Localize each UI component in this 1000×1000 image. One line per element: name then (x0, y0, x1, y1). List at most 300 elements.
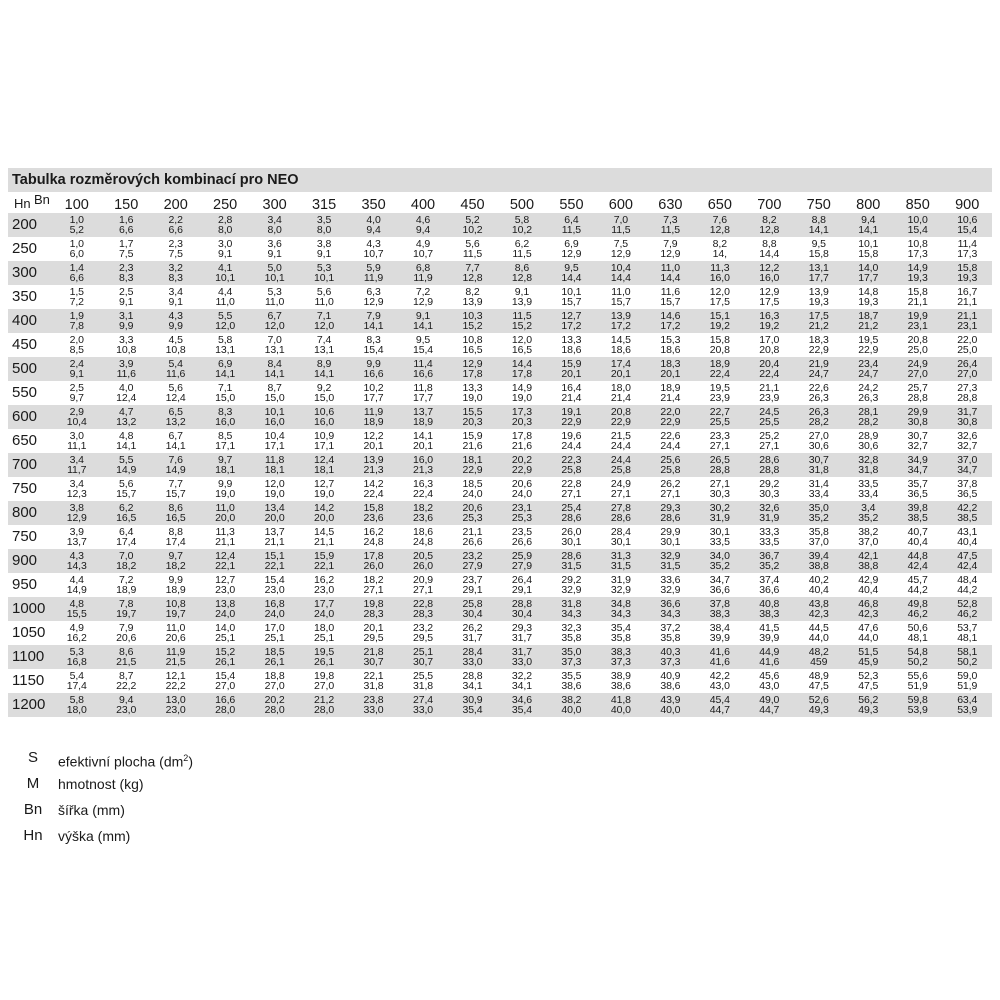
mass-value: 21,6 (511, 440, 532, 452)
mass-value: 11,5 (462, 248, 483, 260)
table-cell (844, 477, 893, 501)
table-cell (695, 333, 744, 357)
area-value: 13,0 (165, 693, 186, 706)
table-cell (893, 453, 942, 477)
area-value: 34,7 (709, 573, 730, 586)
area-value: 33,6 (660, 573, 681, 586)
area-value: 31,8 (561, 597, 582, 610)
dimension-table (8, 192, 992, 717)
table-cell (448, 477, 497, 501)
table-cell (893, 285, 942, 309)
table-cell (52, 549, 101, 573)
table-cell (547, 501, 596, 525)
table-cell (398, 621, 447, 645)
table-cell (448, 213, 497, 237)
table-cell (250, 549, 299, 573)
bn-header-600: 600 (608, 197, 633, 213)
mass-value: 8,0 (267, 224, 282, 236)
table-cell (893, 333, 942, 357)
area-value: 9,7 (217, 453, 233, 466)
area-value: 39,4 (808, 549, 829, 562)
table-cell (200, 213, 249, 237)
mass-value: 27,0 (215, 680, 236, 692)
mass-value: 29,1 (511, 584, 532, 596)
table-cell (151, 621, 200, 645)
mass-value: 28,6 (610, 512, 631, 524)
mass-value: 15,2 (511, 320, 532, 332)
table-cell (695, 573, 744, 597)
table-cell (52, 525, 101, 549)
hn-row-header: 600 (8, 405, 52, 429)
table-row (8, 477, 992, 501)
area-value: 15,2 (215, 645, 236, 658)
table-cell (101, 333, 150, 357)
mass-value: 29,5 (412, 632, 434, 644)
bn-header-450: 450 (460, 197, 485, 213)
mass-value: 11,0 (314, 296, 334, 308)
table-cell (349, 477, 398, 501)
mass-value: 38,3 (709, 608, 730, 620)
table-cell (942, 237, 992, 261)
mass-value: 25,8 (660, 464, 681, 476)
area-value: 16,3 (412, 477, 434, 490)
mass-value: 17,7 (808, 272, 829, 284)
table-cell (200, 405, 249, 429)
area-value: 6,5 (168, 405, 183, 418)
area-value: 5,0 (267, 261, 282, 274)
area-value: 17,0 (759, 333, 780, 346)
table-cell (547, 693, 596, 717)
area-value: 7,2 (415, 285, 431, 298)
mass-value: 38,8 (858, 560, 879, 572)
area-value: 17,7 (314, 597, 335, 610)
area-value: 28,9 (858, 429, 879, 442)
area-value: 15,1 (709, 309, 730, 322)
table-cell (695, 525, 744, 549)
area-value: 18,3 (808, 333, 829, 346)
table-cell (101, 597, 150, 621)
table-row (8, 285, 992, 309)
mass-value: 53,9 (957, 704, 978, 716)
area-value: 55,6 (907, 669, 928, 682)
area-value: 26,4 (957, 357, 978, 370)
mass-value: 31,5 (660, 560, 681, 572)
table-cell (646, 669, 695, 693)
mass-value: 25,3 (462, 512, 483, 524)
hn-row-header: 1000 (8, 597, 52, 621)
mass-value: 30,1 (561, 536, 582, 548)
table-cell (794, 453, 843, 477)
mass-value: 33,5 (759, 536, 780, 548)
table-cell (794, 669, 843, 693)
area-value: 5,5 (119, 453, 134, 466)
area-value: 18,5 (264, 645, 285, 658)
table-cell (250, 477, 299, 501)
area-value: 16,2 (363, 525, 384, 538)
mass-value: 37,3 (610, 656, 631, 668)
area-value: 4,8 (69, 597, 84, 610)
area-value: 14,5 (314, 525, 335, 538)
mass-value: 13,2 (165, 416, 186, 428)
legend-symbol: M (26, 775, 40, 792)
area-value: 15,9 (462, 429, 483, 442)
area-value: 52,6 (808, 693, 829, 706)
mass-value: 11,7 (67, 464, 87, 476)
mass-value: 20,1 (610, 368, 631, 380)
mass-value: 9,1 (267, 248, 282, 260)
area-value: 7,3 (663, 213, 678, 226)
table-cell (448, 501, 497, 525)
table-cell (497, 333, 546, 357)
table-cell (52, 285, 101, 309)
area-value: 14,2 (363, 477, 384, 490)
table-cell (794, 405, 843, 429)
area-value: 9,4 (119, 693, 134, 706)
area-value: 26,4 (511, 573, 532, 586)
table-cell (299, 621, 348, 645)
mass-value: 15,7 (165, 488, 186, 500)
table-cell (893, 381, 942, 405)
hn-row-header: 750 (8, 525, 52, 549)
table-cell (942, 261, 992, 285)
table-cell (942, 429, 992, 453)
area-value: 35,7 (907, 477, 928, 490)
area-value: 19,1 (561, 405, 582, 418)
area-value: 10,8 (907, 237, 928, 250)
mass-value: 33,5 (709, 536, 730, 548)
table-cell (695, 597, 744, 621)
mass-value: 25,8 (561, 464, 582, 476)
table-cell (497, 693, 546, 717)
area-value: 5,3 (267, 285, 282, 298)
table-cell (893, 429, 942, 453)
table-cell (844, 573, 893, 597)
area-value: 31,3 (610, 549, 631, 562)
area-value: 10,6 (957, 213, 978, 226)
table-cell (646, 693, 695, 717)
table-cell (596, 621, 645, 645)
table-cell (448, 549, 497, 573)
table-cell (101, 405, 150, 429)
header-row (8, 192, 992, 213)
area-value: 45,6 (759, 669, 780, 682)
area-value: 10,0 (907, 213, 928, 226)
table-cell (646, 525, 695, 549)
table-cell (942, 645, 992, 669)
mass-value: 28,3 (363, 608, 384, 620)
legend-description: šířka (mm) (58, 802, 125, 818)
table-cell (101, 621, 150, 645)
table-cell (497, 357, 546, 381)
mass-value: 53,9 (907, 704, 928, 716)
area-value: 39,8 (907, 501, 928, 514)
mass-value: 15,4 (412, 344, 434, 356)
table-cell (547, 549, 596, 573)
mass-value: 9,9 (119, 320, 134, 332)
mass-value: 40,0 (561, 704, 582, 716)
table-cell (101, 573, 150, 597)
table-cell (299, 429, 348, 453)
table-cell (200, 693, 249, 717)
table-cell (52, 309, 101, 333)
area-value: 2,4 (69, 357, 84, 370)
area-value: 51,5 (858, 645, 879, 658)
area-value: 9,9 (168, 573, 183, 586)
mass-value: 17,3 (957, 248, 978, 260)
mass-value: 12,0 (314, 320, 335, 332)
table-cell (398, 357, 447, 381)
area-value: 18,0 (314, 621, 335, 634)
mass-value: 13,9 (511, 296, 532, 308)
bn-header-850: 850 (905, 197, 930, 213)
table-cell (745, 525, 794, 549)
mass-value: 14,9 (116, 464, 137, 476)
table-cell (893, 693, 942, 717)
area-value: 8,2 (762, 213, 777, 226)
table-cell (398, 525, 447, 549)
area-value: 5,4 (69, 669, 84, 682)
table-cell (794, 333, 843, 357)
corner-cell (8, 192, 52, 213)
area-value: 16,3 (759, 309, 780, 322)
mass-value: 31,7 (462, 632, 483, 644)
table-cell (200, 381, 249, 405)
mass-value: 9,1 (119, 296, 134, 308)
area-value: 9,9 (366, 357, 381, 370)
table-cell (646, 429, 695, 453)
area-value: 17,3 (511, 405, 532, 418)
table-cell (398, 573, 447, 597)
area-value: 21,1 (759, 381, 780, 394)
mass-value: 15,2 (462, 320, 483, 332)
area-value: 15,8 (363, 501, 384, 514)
area-value: 12,7 (314, 477, 335, 490)
table-cell (646, 645, 695, 669)
mass-value: 15,4 (907, 224, 928, 236)
table-cell (448, 237, 497, 261)
mass-value: 19,3 (808, 296, 829, 308)
table-cell (844, 213, 893, 237)
table-cell (52, 573, 101, 597)
mass-value: 21,5 (165, 656, 186, 668)
mass-value: 28,6 (561, 512, 582, 524)
table-cell (646, 285, 695, 309)
table-cell (547, 645, 596, 669)
mass-value: 13,7 (66, 536, 87, 548)
table-cell (794, 429, 843, 453)
table-cell (398, 597, 447, 621)
mass-value: 16,5 (116, 512, 137, 524)
table-cell (349, 429, 398, 453)
area-value: 10,1 (264, 405, 285, 418)
mass-value: 35,8 (561, 632, 582, 644)
area-value: 11,0 (215, 501, 235, 514)
table-cell (497, 261, 546, 285)
area-value: 7,1 (217, 381, 233, 394)
table-cell (942, 357, 992, 381)
mass-value: 32,9 (610, 584, 631, 596)
area-value: 13,4 (264, 501, 285, 514)
mass-value: 13,2 (116, 416, 137, 428)
table-cell (448, 597, 497, 621)
table-cell (646, 573, 695, 597)
mass-value: 34,7 (957, 464, 978, 476)
table-cell (596, 693, 645, 717)
mass-value: 44,2 (907, 584, 928, 596)
mass-value: 33,4 (808, 488, 829, 500)
mass-value: 21,1 (264, 536, 285, 548)
area-value: 2,0 (69, 333, 84, 346)
area-value: 23,2 (412, 621, 434, 634)
table-cell (844, 525, 893, 549)
area-value: 5,3 (69, 645, 84, 658)
table-cell (398, 309, 447, 333)
table-cell (695, 693, 744, 717)
table-cell (547, 333, 596, 357)
mass-value: 20,1 (660, 368, 681, 380)
area-value: 9,5 (564, 261, 579, 274)
mass-value: 17,1 (314, 440, 335, 452)
mass-value: 17,4 (66, 680, 87, 692)
bn-header-900: 900 (955, 197, 980, 213)
mass-value: 47,5 (858, 680, 879, 692)
area-value: 2,2 (168, 213, 183, 226)
table-cell (151, 261, 200, 285)
mass-value: 10,2 (511, 224, 532, 236)
area-value: 7,7 (168, 477, 183, 490)
area-value: 17,8 (511, 429, 532, 442)
mass-value: 21,2 (858, 320, 879, 332)
mass-value: 21,1 (314, 536, 335, 548)
table-cell (101, 429, 150, 453)
area-value: 12,9 (462, 357, 483, 370)
mass-value: 27,0 (907, 368, 928, 380)
mass-value: 18,9 (412, 416, 434, 428)
mass-value: 37,3 (561, 656, 582, 668)
area-value: 19,8 (363, 597, 384, 610)
table-cell (942, 285, 992, 309)
table-cell (844, 501, 893, 525)
mass-value: 17,1 (215, 440, 236, 452)
table-cell (596, 381, 645, 405)
mass-value: 8,5 (69, 344, 84, 356)
mass-value: 25,5 (759, 416, 780, 428)
area-value: 28,8 (511, 597, 532, 610)
mass-value: 27,0 (957, 368, 978, 380)
area-value: 54,8 (907, 645, 928, 658)
mass-value: 12,9 (660, 248, 681, 260)
mass-value: 10,8 (116, 344, 137, 356)
area-value: 6,4 (564, 213, 579, 226)
table-cell (52, 477, 101, 501)
mass-value: 12,8 (511, 272, 532, 284)
mass-value: 34,7 (907, 464, 928, 476)
mass-value: 38,5 (957, 512, 978, 524)
table-cell (349, 501, 398, 525)
area-value: 10,4 (610, 261, 631, 274)
table-cell (250, 669, 299, 693)
area-value: 37,4 (759, 573, 780, 586)
mass-value: 36,5 (957, 488, 978, 500)
hn-axis-label: Hn (14, 196, 31, 211)
area-value: 53,7 (957, 621, 978, 634)
area-value: 23,1 (511, 501, 532, 514)
table-cell (844, 621, 893, 645)
mass-value: 14,1 (858, 224, 879, 236)
mass-value: 20,0 (314, 512, 335, 524)
mass-value: 22,4 (709, 368, 730, 380)
area-value: 3,4 (168, 285, 183, 298)
mass-value: 34,1 (511, 680, 532, 692)
mass-value: 11,5 (561, 224, 582, 236)
mass-value: 10,2 (462, 224, 483, 236)
mass-value: 32,9 (561, 584, 582, 596)
mass-value: 12,4 (116, 392, 137, 404)
table-row (8, 429, 992, 453)
area-value: 17,4 (610, 357, 631, 370)
area-value: 23,2 (462, 549, 483, 562)
mass-value: 33,0 (511, 656, 532, 668)
mass-value: 38,6 (660, 680, 681, 692)
area-value: 3,0 (217, 237, 233, 250)
table-cell (250, 357, 299, 381)
mass-value: 46,2 (957, 608, 978, 620)
table-cell (250, 693, 299, 717)
area-value: 20,2 (264, 693, 285, 706)
table-cell (151, 285, 200, 309)
area-value: 27,1 (709, 477, 730, 490)
mass-value: 38,6 (561, 680, 582, 692)
table-cell (448, 285, 497, 309)
mass-value: 17,7 (858, 272, 879, 284)
table-cell (547, 237, 596, 261)
mass-value: 22,9 (858, 344, 879, 356)
table-cell (596, 309, 645, 333)
table-cell (893, 525, 942, 549)
table-cell (349, 237, 398, 261)
mass-value: 47,5 (808, 680, 829, 692)
mass-value: 27,9 (511, 560, 532, 572)
table-cell (942, 501, 992, 525)
table-cell (497, 501, 546, 525)
mass-value: 49,3 (858, 704, 879, 716)
area-value: 10,9 (314, 429, 335, 442)
table-cell (596, 477, 645, 501)
mass-value: 11,5 (660, 224, 680, 236)
area-value: 24,5 (759, 405, 780, 418)
mass-value: 20,1 (412, 440, 434, 452)
area-value: 3,5 (316, 213, 332, 226)
legend-description: hmotnost (kg) (58, 776, 144, 792)
mass-value: 28,8 (759, 464, 780, 476)
area-value: 3,4 (69, 477, 84, 490)
table-cell (250, 213, 299, 237)
mass-value: 12,8 (709, 224, 730, 236)
area-value: 11,6 (660, 285, 680, 298)
table-cell (151, 453, 200, 477)
mass-value: 42,4 (957, 560, 978, 572)
area-value: 13,7 (412, 405, 434, 418)
table-cell (646, 501, 695, 525)
table-cell (942, 549, 992, 573)
area-value: 14,1 (412, 429, 434, 442)
area-value: 18,1 (462, 453, 483, 466)
mass-value: 17,4 (116, 536, 137, 548)
mass-value: 39,9 (759, 632, 780, 644)
legend-symbol: S (27, 749, 38, 766)
area-value: 4,9 (69, 621, 84, 634)
area-value: 8,6 (514, 261, 530, 274)
